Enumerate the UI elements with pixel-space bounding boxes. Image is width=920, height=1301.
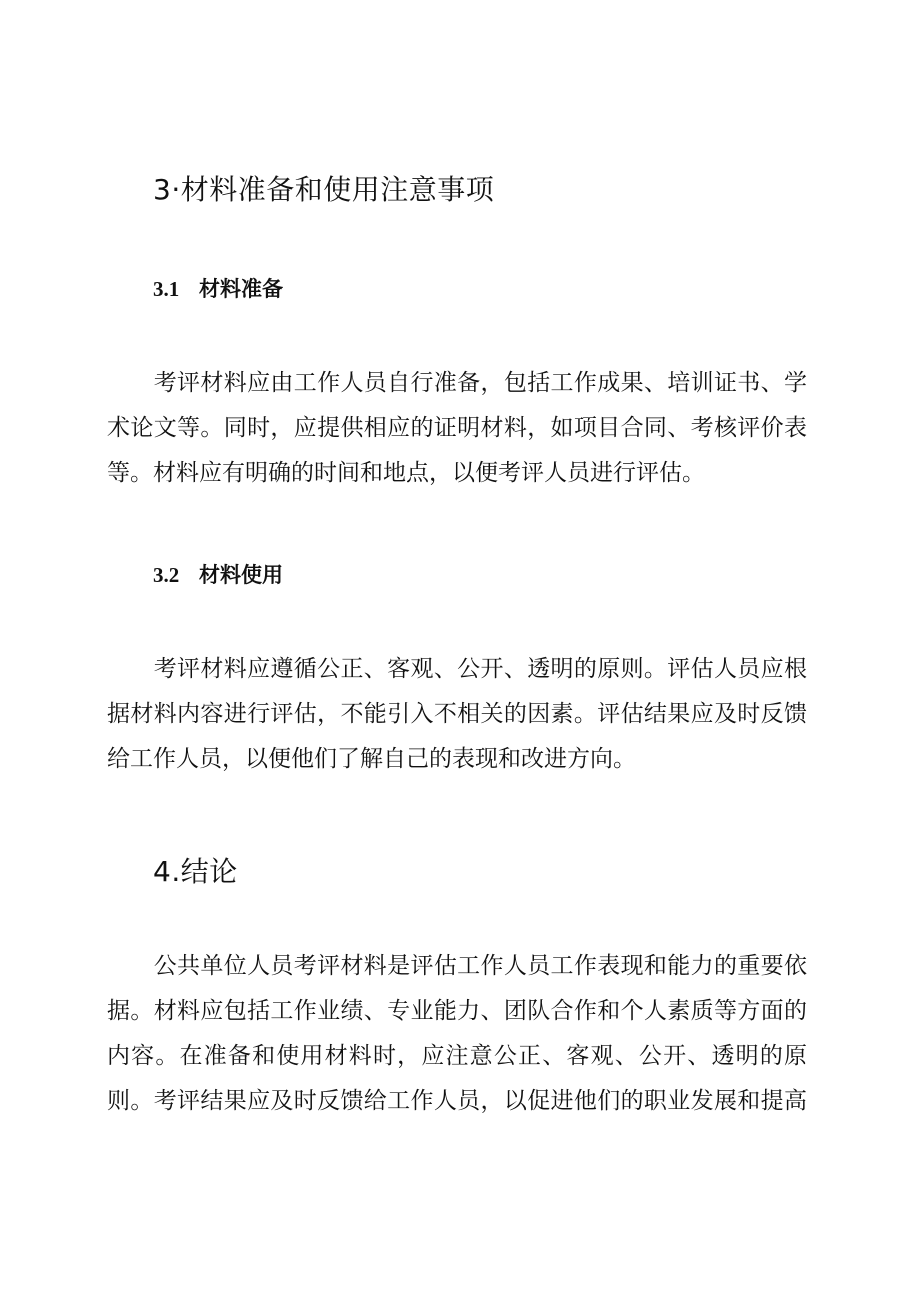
paragraph-line: 等。材料应有明确的时间和地点，以便考评人员进行评估。 xyxy=(107,460,705,486)
subsection-3-2-paragraph xyxy=(107,647,807,782)
subsection-3-1-paragraph xyxy=(107,361,807,496)
section-3-heading: 3·材料准备和使用注意事项 xyxy=(153,173,495,206)
paragraph-line: 公共单位人员考评材料是评估工作人员工作表现和能力的重要依 xyxy=(107,953,807,979)
subsection-3-1-heading xyxy=(153,275,283,303)
section-4-paragraph xyxy=(107,944,807,1124)
subsection-3-2-heading xyxy=(153,561,283,589)
subsection-3-2-number: 3.2 xyxy=(153,563,180,587)
subsection-3-1-title: 材料准备 xyxy=(199,277,283,301)
section-4-heading: 4.结论 xyxy=(153,855,238,888)
paragraph-line: 考评材料应由工作人员自行准备，包括工作成果、培训证书、学 xyxy=(107,370,807,396)
subsection-3-2-title: 材料使用 xyxy=(199,563,283,587)
paragraph-line: 据材料内容进行评估，不能引入不相关的因素。评估结果应及时反馈 xyxy=(107,701,807,727)
subsection-3-1-number: 3.1 xyxy=(153,277,180,301)
paragraph-line: 据。材料应包括工作业绩、专业能力、团队合作和个人素质等方面的 xyxy=(107,998,807,1024)
paragraph-line: 考评材料应遵循公正、客观、公开、透明的原则。评估人员应根 xyxy=(107,656,807,682)
paragraph-line: 给工作人员，以便他们了解自己的表现和改进方向。 xyxy=(107,746,636,772)
paragraph-line: 内容。在准备和使用材料时，应注意公正、客观、公开、透明的原 xyxy=(107,1043,807,1069)
paragraph-line: 则。考评结果应及时反馈给工作人员，以促进他们的职业发展和提高 xyxy=(107,1088,807,1114)
paragraph-line: 术论文等。同时，应提供相应的证明材料，如项目合同、考核评价表 xyxy=(107,415,807,441)
